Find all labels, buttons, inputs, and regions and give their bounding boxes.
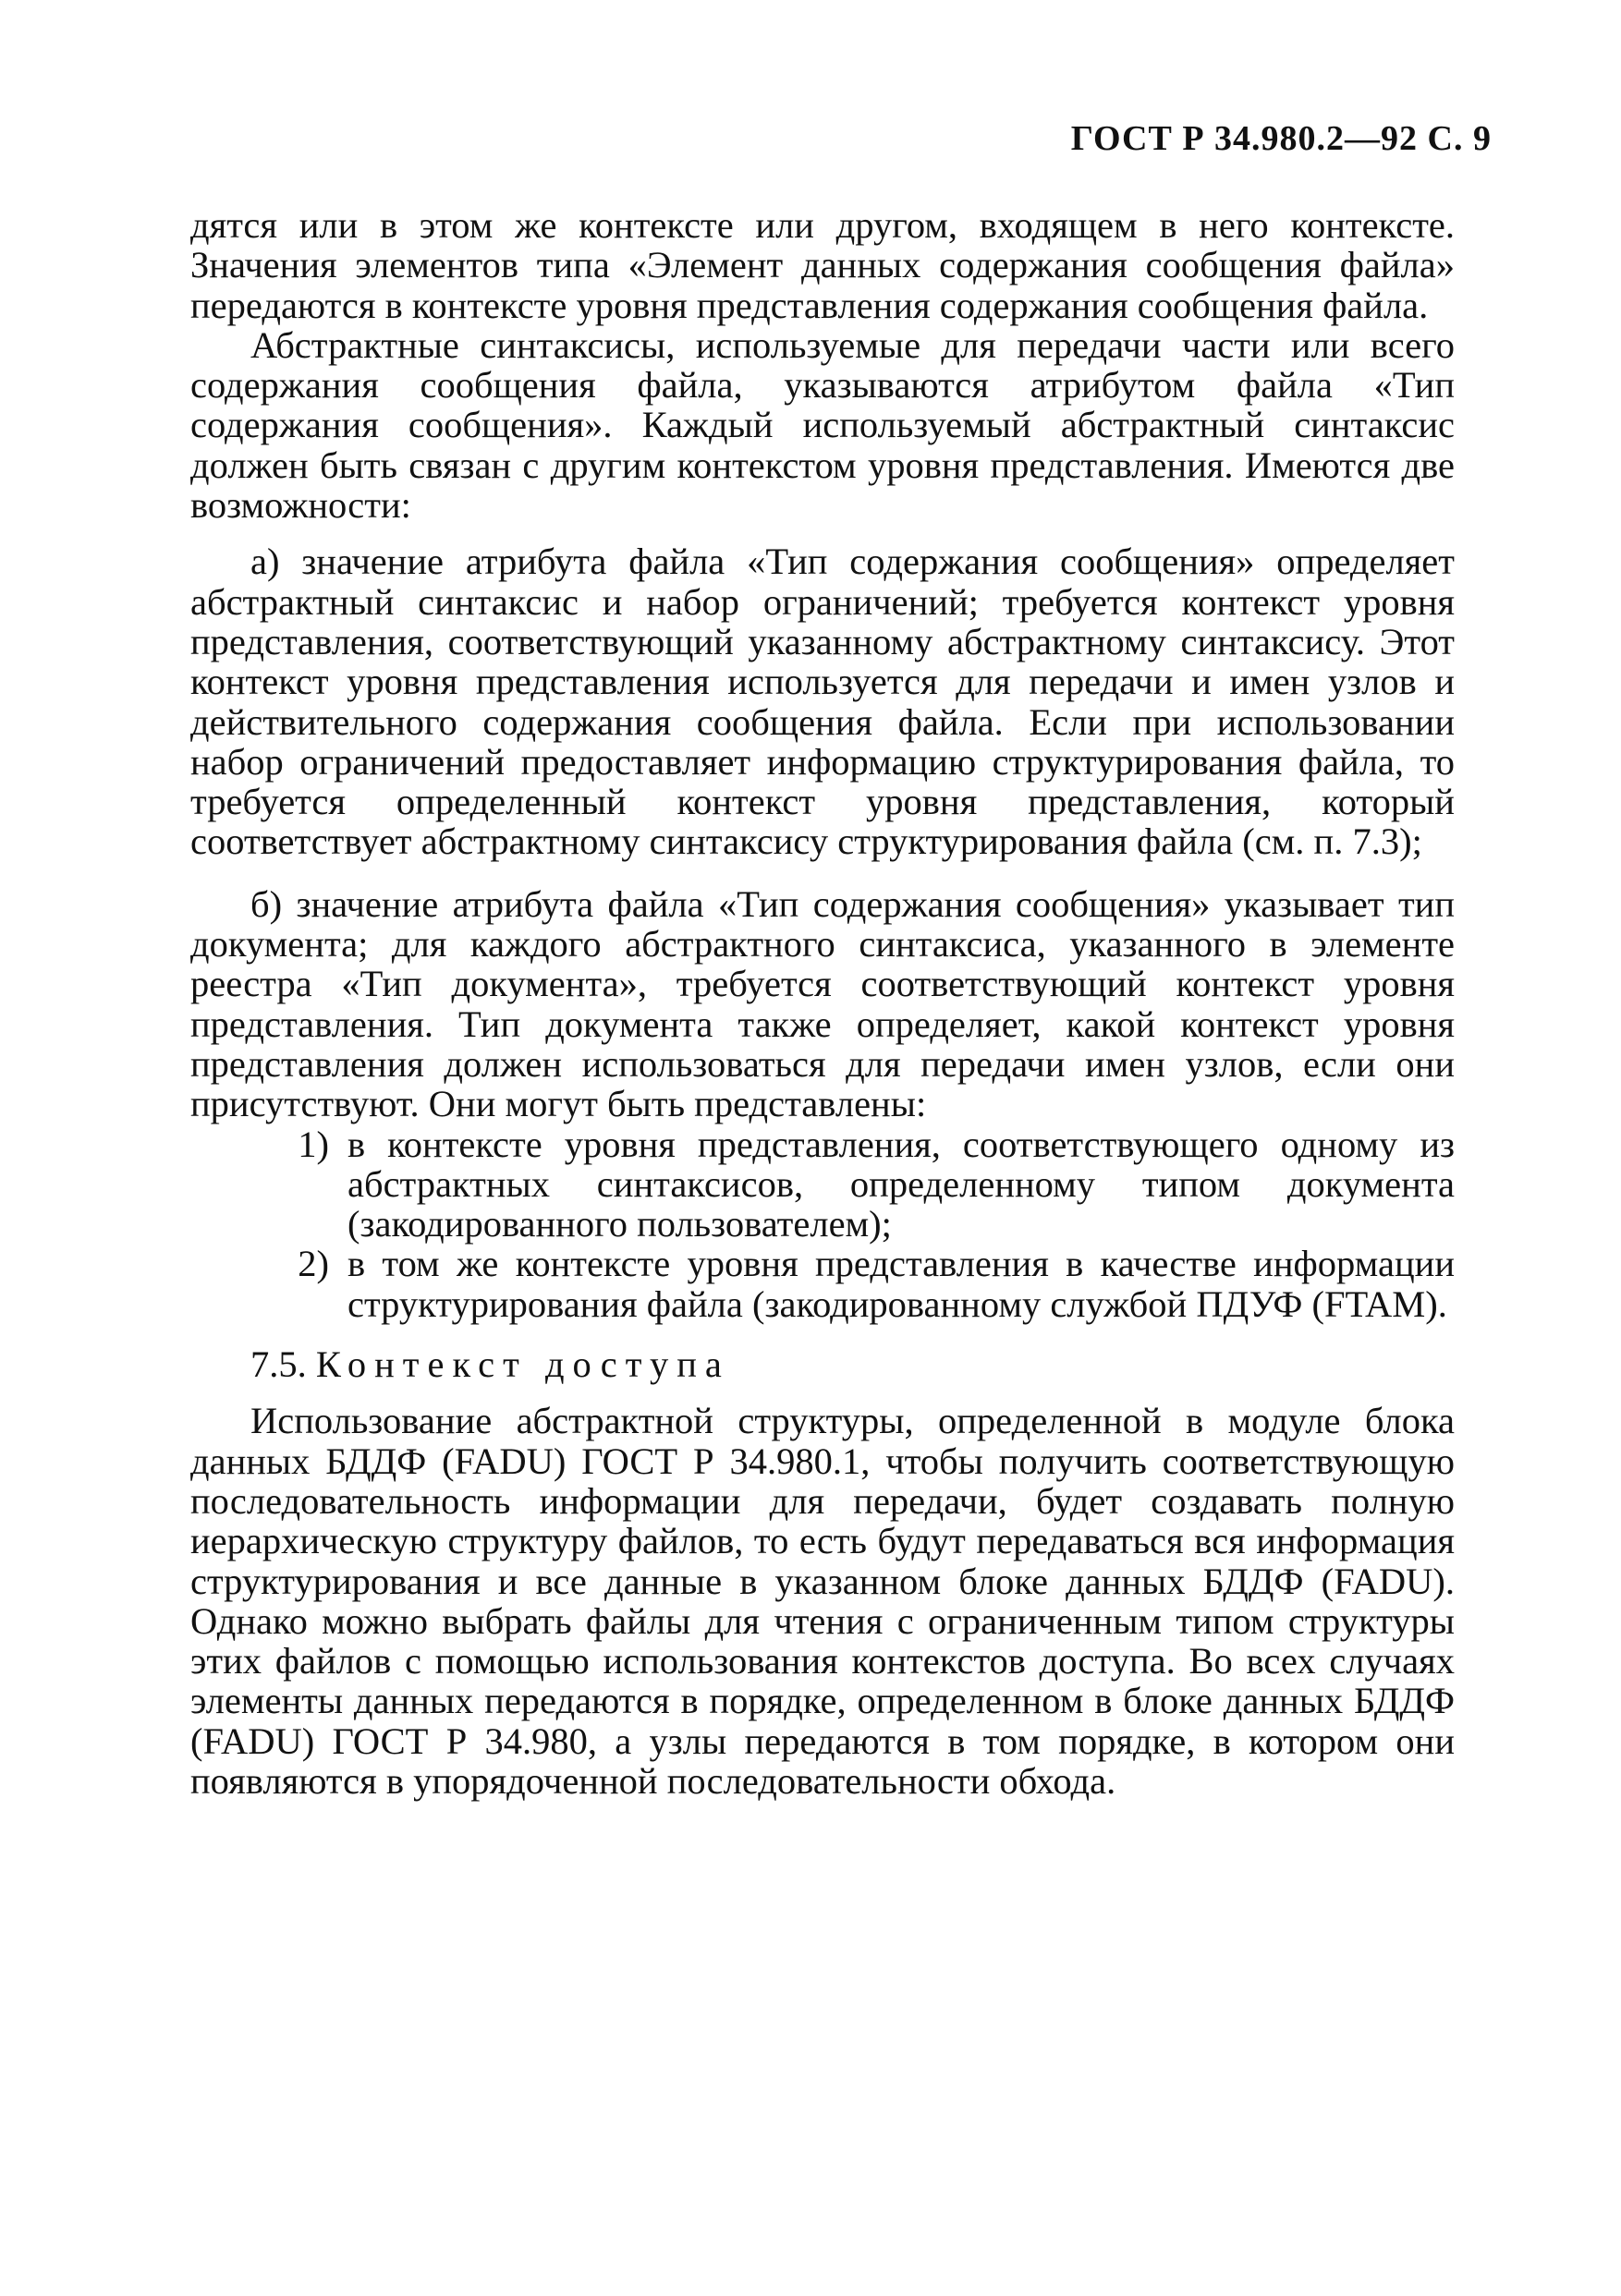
section-number: 7.5. <box>250 1343 307 1386</box>
section-heading <box>250 1344 1455 1384</box>
list-item-b: б) значение атрибута файла «Тип содержания сообщения» указывает тип документа; для каждого абстрактного синтаксиса, указанного в элементе реестра «Тип документа», требуется соответствующий контекст уровня представления. Тип документа также определяет, какой контекст уровня представления должен использоваться для передачи имен узлов, если они присутствуют. Они могут быть представлены: <box>190 882 1455 1125</box>
sub-list-item-1 <box>190 1124 1455 1245</box>
main-text <box>190 205 1455 1801</box>
paragraph-access-context: Использование абстрактной структуры, определенной в модуле блока данных БДДФ (FADU) ГОСТ Р 34.980.1, чтобы получить соответствующую последовательность информации для передачи, будет создавать полную иерархическую структуру файлов, то есть будут передаваться вся информация структурирования и все данные в указанном блоке данных БДДФ (FADU). Однако можно выбрать файлы для чтения с ограниченным типом структуры этих файлов с помощью использования контекстов доступа. Во всех случаях элементы данных передаются в порядке, определенном в блоке данных БДДФ (FADU) ГОСТ Р 34.980, а узлы передаются в том порядке, в котором они появляются в упорядоченной последовательности обхода. <box>190 1400 1455 1802</box>
sub-list-number: 1) <box>298 1123 329 1165</box>
running-header: ГОСТ Р 34.980.2—92 С. 9 <box>1070 119 1492 158</box>
sub-list-item-2 <box>190 1244 1455 1324</box>
sub-list-text: в контексте уровня представления, соответствующего одному из абстрактных синтаксисов, определенному типом документа (закодированного пользователем); <box>347 1123 1455 1245</box>
sub-list-number: 2) <box>298 1243 329 1285</box>
sub-list-text: в том же контексте уровня представления в качестве информации структурирования файла (закодированному службой ПДУФ (FTAM). <box>347 1243 1455 1325</box>
section-title: Контекст доступа <box>315 1343 730 1386</box>
paragraph-continuation: дятся или в этом же контексте или другом, входящем в него контексте. Значения элементов типа «Элемент данных содержания сообщения файла» передаются в контексте уровня представления содержания сообщения файла. <box>190 204 1455 326</box>
paragraph-abstract-syntaxes: Абстрактные синтаксисы, используемые для передачи части или всего содержания сообщения файла, указываются атрибутом файла «Тип содержания сообщения». Каждый используемый абстрактный синтаксис должен быть связан с другим контекстом уровня представления. Имеются две возможности: <box>190 323 1455 527</box>
list-item-a: а) значение атрибута файла «Тип содержания сообщения» определяет абстрактный синтаксис и набор ограничений; требуется контекст уровня представления, соответствующий указанному абстрактному синтаксису. Этот контекст уровня представления используется для передачи и имен узлов и действительного содержания сообщения файла. Если при использовании набор ограничений предоставляет информацию структурирования файла, то требуется определенный контекст уровня представления, который соответствует абстрактному синтаксису структурирования файла (см. п. 7.3); <box>190 541 1455 863</box>
